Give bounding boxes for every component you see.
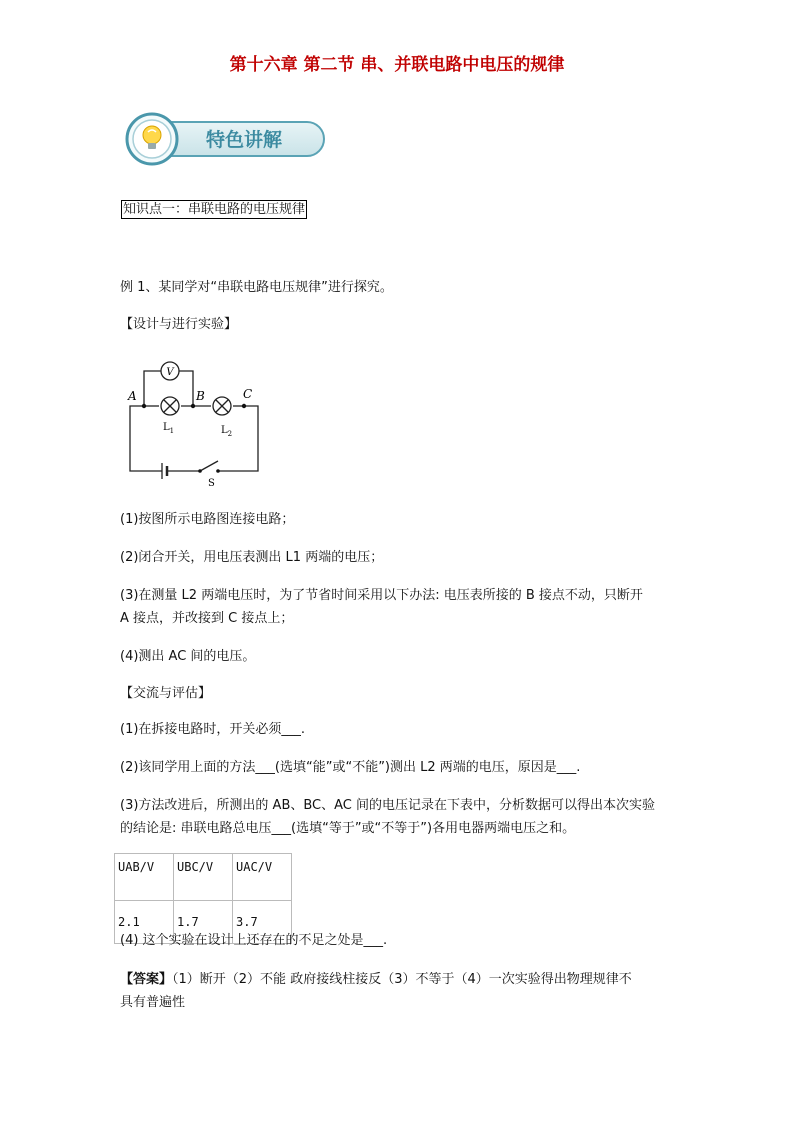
circuit-diagram [122,350,272,490]
answer-line-1 [120,969,680,991]
lamp-l1-symbol [161,397,179,415]
section-banner [122,112,327,166]
label-a: A [128,389,137,403]
label-s: S [208,478,215,489]
eval-heading: 【交流与评估】 [120,686,212,701]
step-2: (2)闭合开关，用电压表测出 L1 两端的电压； [120,550,384,565]
step-1: (1)按图所示电路图连接电路； [120,512,295,527]
label-l2: $L_2$ [221,425,233,438]
table-header-row [115,854,292,901]
label-c: C [243,387,253,401]
answer-label: 【答案】 [120,972,173,987]
table-cell: 1.7 [174,901,233,944]
question-3-cont: 的结论是: 串联电路总电压___(选填“等于”或“不等于”)各用电器两端电压之和。 [120,821,576,836]
table-header-cell: UAC/V [233,854,292,901]
lamp-l2-symbol [213,397,231,415]
banner-label: 特色讲解 [205,129,283,151]
svg-text:V: V [166,367,174,378]
example-intro: 例 1、某同学对“串联电路电压规律”进行探究。 [120,280,393,295]
table-header-cell: UBC/V [174,854,233,901]
step-4: (4)测出 AC 间的电压。 [120,649,256,664]
table-cell: 3.7 [233,901,292,944]
knowledge-point: 知识点一：串联电路的电压规律 [123,202,306,217]
label-l1: $L_1$ [163,422,175,435]
table-header-cell: UAB/V [115,854,174,901]
page-title: 第十六章 第二节 串、并联电路中电压的规律 [229,55,565,75]
step-3: (3)在测量 L2 两端电压时，为了节省时间采用以下办法: 电压表所接的 B 接点不动，只断开 [120,588,643,603]
voltmeter-symbol [161,362,179,380]
answer-text: （1）断开（2）不能 政府接线柱接反（3）不等于（4）一次实验得出物理规律不 [172,972,632,987]
question-2: (2)该同学用上面的方法___(选填“能”或“不能”)测出 L2 两端的电压，原因是___. [120,760,581,775]
question-1: (1)在拆接电路时，开关必须___. [120,722,306,737]
question-4: (4) 这个实验在设计上还存在的不足之处是___. [120,933,388,948]
table-cell: 2.1 [115,901,174,944]
answer-line-2: 具有普遍性 [120,995,186,1010]
design-heading: 【设计与进行实验】 [120,317,238,332]
step-3-cont: A 接点，并改接到 C 接点上； [120,611,294,626]
label-b: B [196,389,205,403]
question-3: (3)方法改进后，所测出的 AB、BC、AC 间的电压记录在下表中，分析数据可以得出本次实验 [120,798,656,813]
